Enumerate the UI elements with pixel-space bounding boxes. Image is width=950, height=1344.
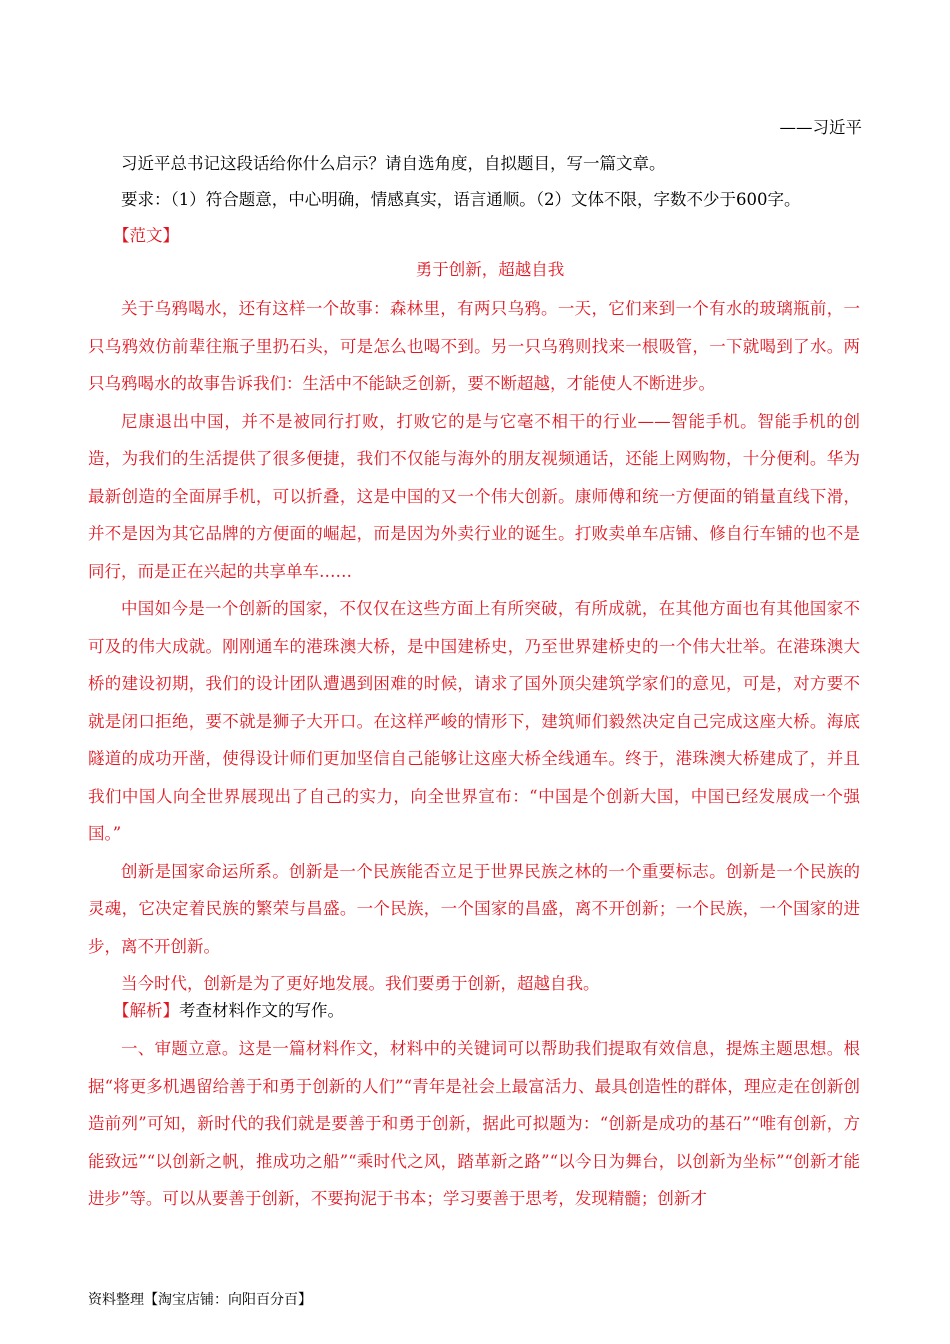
- essay-paragraph: 尼康退出中国，并不是被同行打败，打败它的是与它毫不相干的行业——智能手机。智能手机的创造，为我们的生活提供了很多便捷，我们不仅能与海外的朋友视频通话，还能上网购物，十分便利。华为最新创造的全面屏手机，可以折叠，这是中国的又一个伟大创新。康师傅和统一方便面的销量直线下滑，并不是因为其它品牌的方便面的崛起，而是因为外卖行业的诞生。打败卖单车店铺、修自行车铺的也不是同行，而是正在兴起的共享单车……: [88, 411, 860, 581]
- analysis-paragraph: 一、审题立意。这是一篇材料作文，材料中的关键词可以帮助我们提取有效信息，提炼主题思想。根据“将更多机遇留给善于和勇于创新的人们”“青年是社会上最富活力、最具创造性的群体，理应走在创新创造前列”可知，新时代的我们就是要善于和勇于创新，据此可拟题为：“创新是成功的基石”“唯有创新，方能致远”“以创新之帆，推成功之船”“乘时代之风，踏革新之路”“以今日为舞台，以创新为坐标”“创新才能进步”等。可以从要善于创新，不要拘泥于书本；学习要善于思考，发现精髓；创新才: [88, 1039, 860, 1208]
- writing-prompt: 习近平总书记这段话给你什么启示？请自选角度，自拟题目，写一篇文章。: [121, 154, 666, 173]
- essay-title: 勇于创新，超越自我: [415, 260, 565, 279]
- page-footer: 资料整理【淘宝店铺：向阳百分百】: [88, 1292, 312, 1308]
- writing-requirements: 要求：（1）符合题意，中心明确，情感真实，语言通顺。（2）文体不限，字数不少于600字。: [121, 190, 801, 209]
- attribution: ——习近平: [779, 118, 862, 137]
- analysis-body: [88, 1030, 860, 1218]
- sample-essay-label: 【范文】: [113, 226, 179, 245]
- analysis-label: 【解析】: [113, 1001, 179, 1020]
- analysis-heading: [113, 999, 344, 1023]
- analysis-intro: 考查材料作文的写作。: [179, 1001, 344, 1020]
- essay-paragraph: 创新是国家命运所系。创新是一个民族能否立足于世界民族之林的一个重要标志。创新是一个民族的灵魂，它决定着民族的繁荣与昌盛。一个民族，一个国家的昌盛，离不开创新；一个民族，一个国家的进步，离不开创新。: [88, 861, 860, 956]
- essay-body: [88, 290, 860, 1003]
- essay-paragraph: 当今时代，创新是为了更好地发展。我们要勇于创新，超越自我。: [121, 974, 600, 993]
- essay-paragraph: 中国如今是一个创新的国家，不仅仅在这些方面上有所突破，有所成就，在其他方面也有其他国家不可及的伟大成就。刚刚通车的港珠澳大桥，是中国建桥史，乃至世界建桥史的一个伟大壮举。在港珠澳大桥的建设初期，我们的设计团队遭遇到困难的时候，请求了国外顶尖建筑学家们的意见，可是，对方要不就是闭口拒绝，要不就是狮子大开口。在这样严峻的情形下，建筑师们毅然决定自己完成这座大桥。海底隧道的成功开凿，使得设计师们更加坚信自己能够让这座大桥全线通车。终于，港珠澳大桥建成了，并且我们中国人向全世界展现出了自己的实力，向全世界宣布：“中国是个创新大国，中国已经发展成一个强国。”: [88, 599, 860, 843]
- essay-paragraph: 关于乌鸦喝水，还有这样一个故事：森林里，有两只乌鸦。一天，它们来到一个有水的玻璃瓶前，一只乌鸦效仿前辈往瓶子里扔石头，可是怎么也喝不到。另一只乌鸦则找来一根吸管，一下就喝到了水。两只乌鸦喝水的故事告诉我们：生活中不能缺乏创新，要不断超越，才能使人不断进步。: [88, 299, 860, 393]
